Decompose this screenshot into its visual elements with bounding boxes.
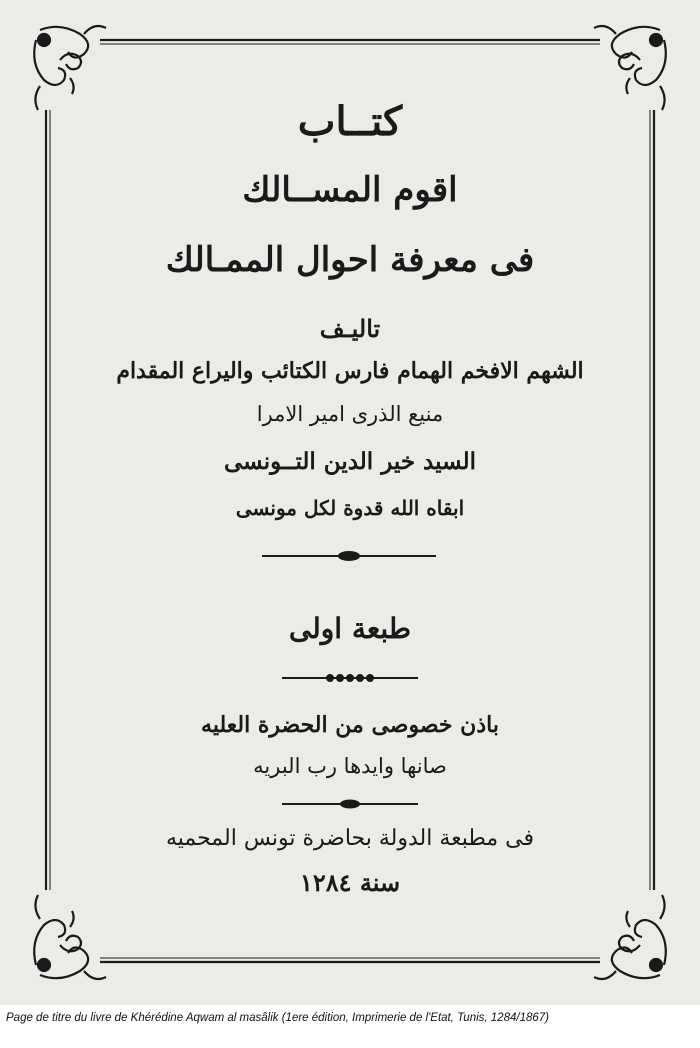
divider-2	[282, 675, 418, 681]
permission-line-1: باذن خصوصى من الحضرة العليه	[201, 712, 499, 738]
author-line-1: الشهم الافخم الهمام فارس الكتائب واليراع المقدام	[116, 358, 584, 384]
book-subtitle: فى معرفة احوال الممـالك	[165, 240, 535, 280]
authorship-label: تاليـف	[319, 314, 381, 343]
divider-1	[262, 552, 436, 560]
permission-line-2: صانها وايدها رب البريه	[253, 754, 447, 778]
edition-label: طبعة اولى	[288, 612, 412, 645]
heading-kitab: كتــاب	[297, 98, 403, 145]
press-line: فى مطبعة الدولة بحاضرة تونس المحميه	[165, 826, 535, 851]
book-title: اقوم المســالك	[242, 170, 458, 210]
divider-3	[282, 801, 418, 808]
author-line-3: السيد خير الدين التــونسى	[224, 448, 476, 475]
publication-year: سنة ١٢٨٤	[299, 868, 401, 897]
author-line-2: منيع الذرى امير الامرا	[256, 402, 444, 426]
corner-ornament-bottom-right	[594, 895, 666, 979]
author-line-4: ابقاه الله قدوة لكل مونسى	[235, 496, 465, 520]
corner-ornament-bottom-left	[34, 895, 106, 979]
image-caption: Page de titre du livre de Khérédine Aqwam al masâlik (1ere édition, Imprimerie de l'Etat, Tunis, 1284/1867)	[6, 1012, 549, 1024]
